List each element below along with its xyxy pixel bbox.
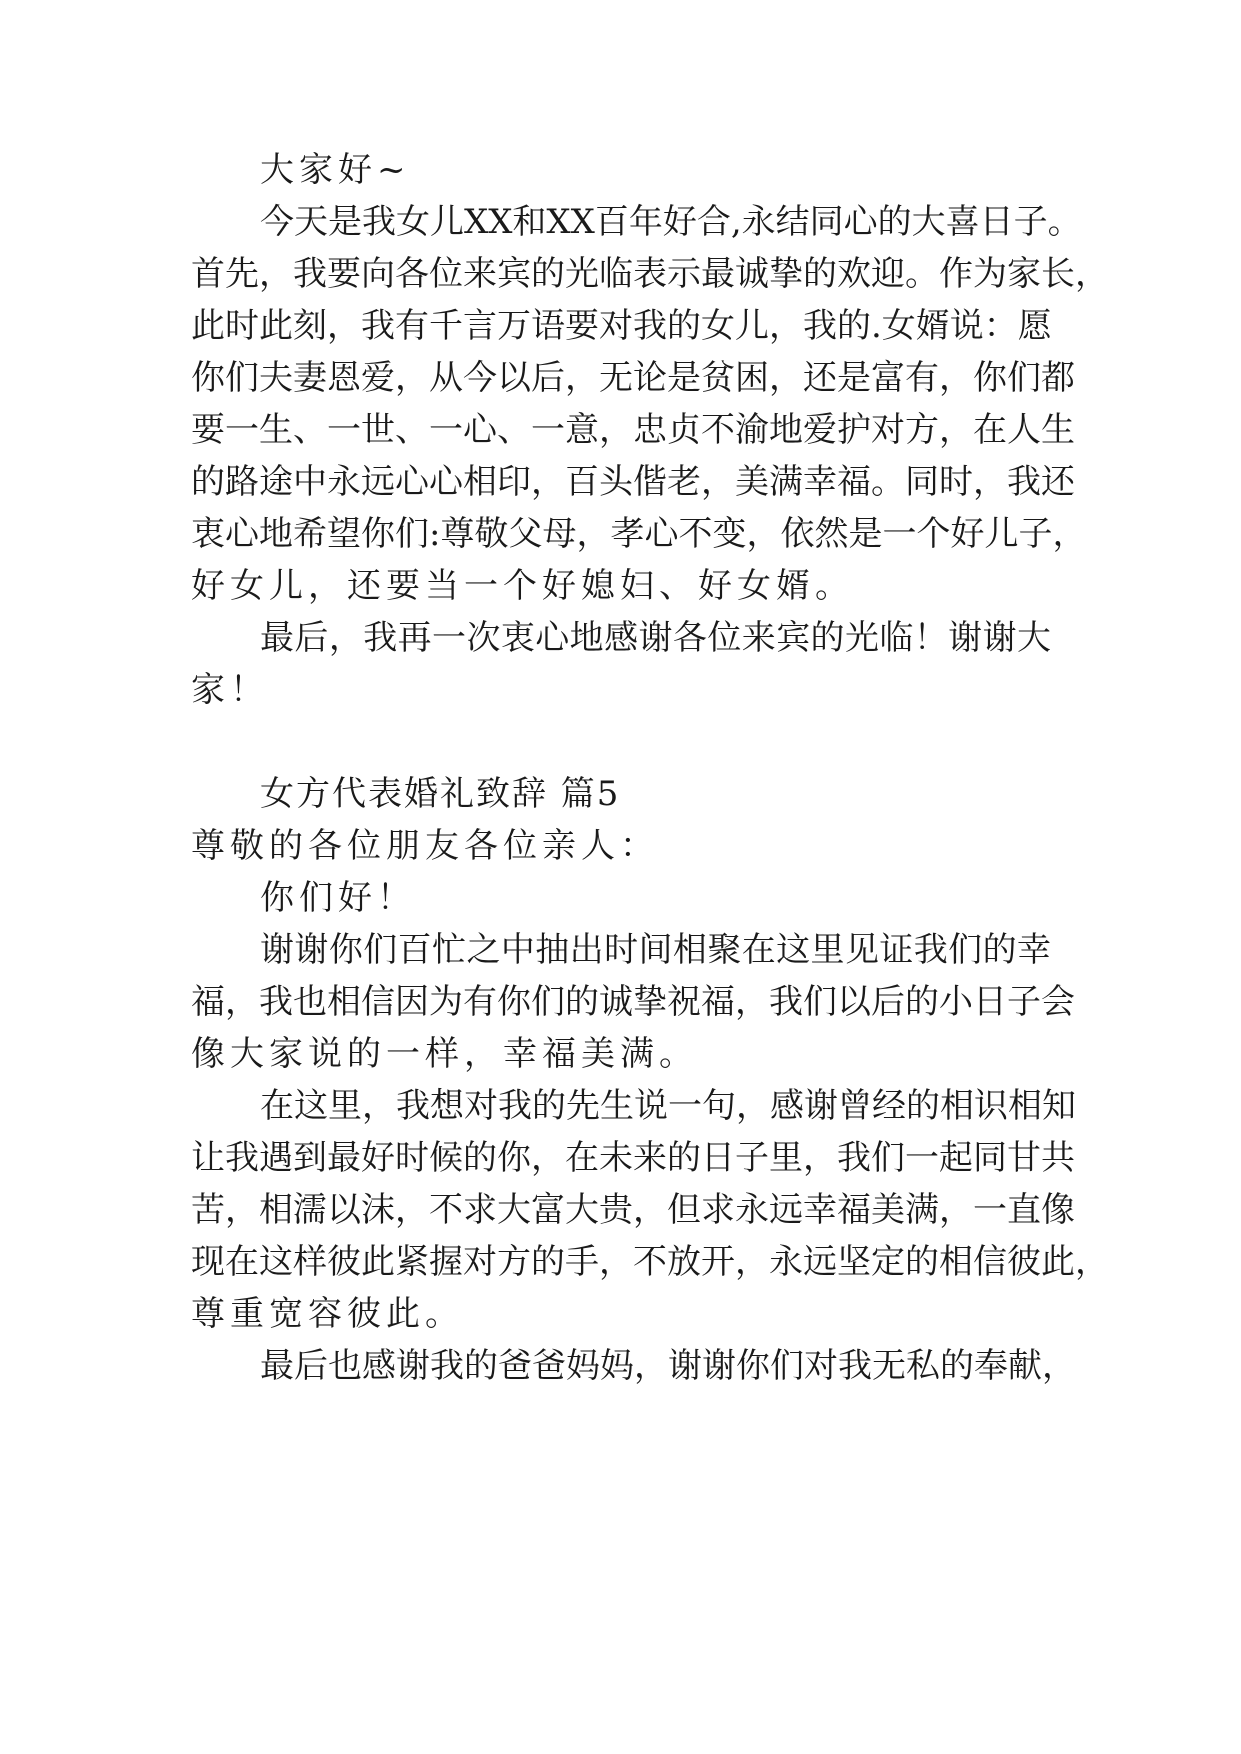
greeting-line: 大家好~ [260, 150, 411, 190]
paragraph-line: 像大家说的一样，幸福美满。 [191, 1034, 698, 1074]
paragraph-line: 的路途中永远心心相印，百头偕老，美满幸福。同时，我还 [191, 462, 1075, 502]
paragraph-line: 尊重宽容彼此。 [191, 1294, 464, 1334]
paragraph-line: 家！ [191, 670, 269, 710]
paragraph-line: 要一生、一世、一心、一意，忠贞不渝地爱护对方，在人生 [191, 410, 1075, 450]
paragraph-line: 谢谢你们百忙之中抽出时间相聚在这里见证我们的幸 [260, 930, 1051, 970]
paragraph-line: 好女儿，还要当一个好媳妇、好女婿。 [191, 566, 854, 606]
paragraph-line: 衷心地希望你们:尊敬父母，孝心不变，依然是一个好儿子， [191, 514, 1087, 554]
paragraph-line: 最后，我再一次衷心地感谢各位来宾的光临！谢谢大 [260, 618, 1051, 658]
paragraph-line: 让我遇到最好时候的你，在未来的日子里，我们一起同甘共 [191, 1138, 1075, 1178]
paragraph-line: 最后也感谢我的爸爸妈妈，谢谢你们对我无私的奉献， [260, 1346, 1076, 1386]
paragraph-line: 此时此刻，我有千言万语要对我的女儿，我的.女婿说：愿 [191, 306, 1052, 346]
section-heading: 女方代表婚礼致辞 篇5 [260, 774, 621, 814]
paragraph-line: 首先，我要向各位来宾的光临表示最诚挚的欢迎。作为家长， [191, 254, 1109, 294]
paragraph-line: 现在这样彼此紧握对方的手，不放开，永远坚定的相信彼此， [191, 1242, 1109, 1282]
paragraph-line: 苦，相濡以沫，不求大富大贵，但求永远幸福美满，一直像 [191, 1190, 1075, 1230]
salutation-line: 尊敬的各位朋友各位亲人： [191, 826, 659, 866]
paragraph-line: 今天是我女儿XX和XX百年好合,永结同心的大喜日子。 [260, 202, 1082, 242]
paragraph-line: 在这里，我想对我的先生说一句，感谢曾经的相识相知 [260, 1086, 1076, 1126]
paragraph-line: 福，我也相信因为有你们的诚挚祝福，我们以后的小日子会 [191, 982, 1075, 1022]
greeting-line: 你们好！ [260, 878, 416, 918]
paragraph-line: 你们夫妻恩爱，从今以后，无论是贫困，还是富有，你们都 [191, 358, 1075, 398]
